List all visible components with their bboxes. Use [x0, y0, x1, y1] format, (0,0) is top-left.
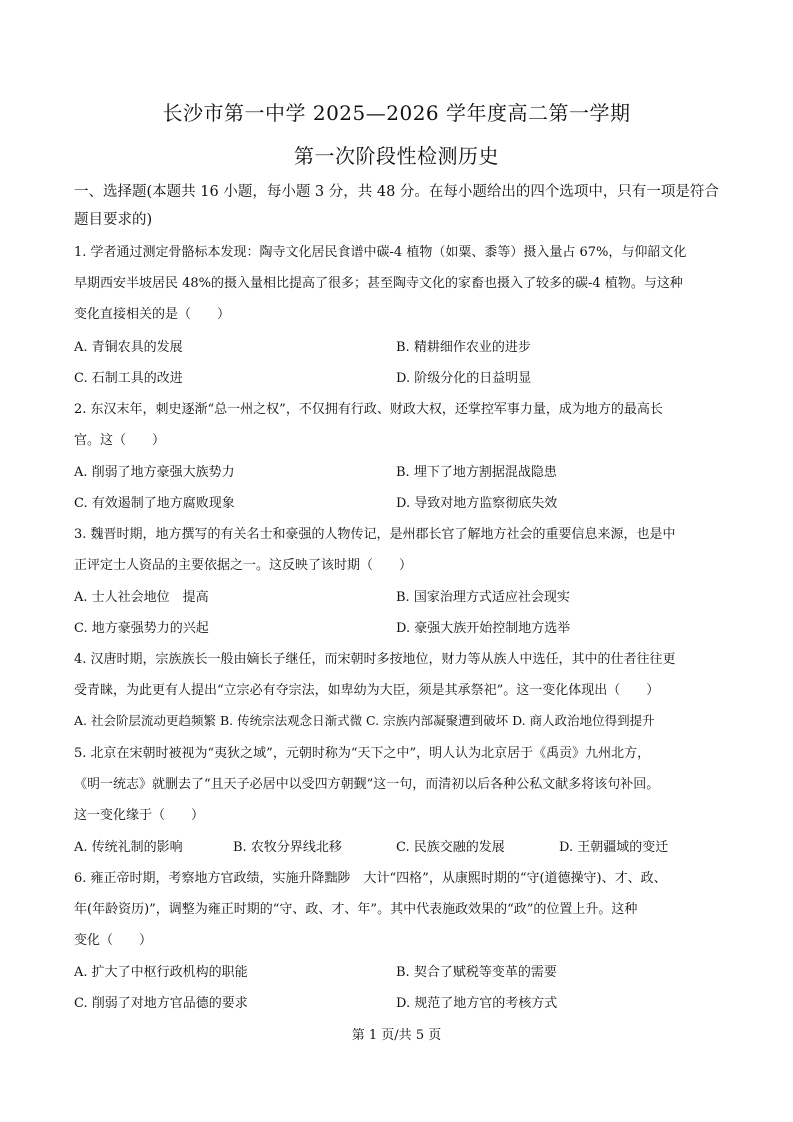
question-1-line-2: 早期西安半坡居民 48%的摄入量相比提高了很多；甚至陶寺文化的家畜也摄入了较多的碳-4 植物。与这种: [74, 276, 683, 291]
question-3-option-a: A. 士人社会地位 提高: [74, 590, 209, 605]
question-2-line-1: 2. 东汉末年，刺史逐渐“总一州之权”，不仅拥有行政、财政大权，还掌控军事力量，成为地方的最高长: [74, 402, 663, 417]
page-number: 第 1 页/共 5 页: [351, 1028, 442, 1043]
question-5-line-1: 5. 北京在宋朝时被视为“夷狄之域”，元朝时称为“天下之中”，明人认为北京居于《禹贡》九州北方，: [74, 746, 651, 761]
question-4-line-1: 4. 汉唐时期，宗族族长一般由嫡长子继任，而宋朝时多按地位，财力等从族人中选任，其中的仕者往往更: [74, 652, 676, 667]
question-5-line-3: 这一变化缘于（ ）: [74, 808, 205, 823]
question-1-option-a: A. 青铜农具的发展: [74, 340, 183, 355]
section-heading: 一、选择题(本题共 16 小题，每小题 3 分，共 48 分。在每小题给出的四个选项中，只有一项是符合题目要求的): [74, 184, 719, 228]
question-4-line-2: 受青睐，为此更有人提出“立宗必有夺宗法，如卑幼为大臣，须是其承祭祀”。这一变化体现出（ ）: [74, 683, 660, 698]
question-5-option-b: B. 农牧分界线北移: [233, 840, 342, 855]
question-5-option-c: C. 民族交融的发展: [396, 840, 505, 855]
question-5-option-a: A. 传统礼制的影响: [74, 840, 183, 855]
question-2-option-b: B. 埋下了地方割据混战隐患: [396, 465, 557, 480]
question-3-option-d: D. 豪强大族开始控制地方选举: [396, 621, 571, 636]
question-6-option-a: A. 扩大了中枢行政机构的职能: [74, 965, 248, 980]
question-2-line-2: 官。这（ ）: [74, 433, 166, 448]
question-1-line-1: 1. 学者通过测定骨骼标本发现：陶寺文化居民食谱中碳-4 植物（如粟、黍等）摄入量占 67%，与仰韶文化: [74, 245, 687, 260]
question-6-line-1: 6. 雍正帝时期，考察地方官政绩，实施升降黜陟 大计“四格”，从康熙时期的“守(道德操守)、才、政、: [74, 871, 667, 886]
question-5-line-2: 《明一统志》就删去了“且天子必居中以受四方朝觐”这一句，而清初以后各种公私文献多将该句补回。: [74, 777, 660, 792]
exam-subtitle: 第一次阶段性检测历史: [294, 144, 499, 168]
question-6-option-c: C. 削弱了对地方官品德的要求: [74, 996, 248, 1011]
question-4-options: A. 社会阶层流动更趋频繁 B. 传统宗法观念日渐式微 C. 宗族内部凝聚遭到破坏 D. 商人政治地位得到提升: [74, 713, 655, 728]
question-1-option-d: D. 阶级分化的日益明显: [396, 371, 532, 386]
question-2-option-d: D. 导致对地方监察彻底失效: [396, 496, 558, 511]
question-2-option-a: A. 削弱了地方豪强大族势力: [74, 465, 235, 480]
question-6-option-d: D. 规范了地方官的考核方式: [396, 996, 558, 1011]
question-5-option-d: D. 王朝疆域的变迁: [559, 840, 669, 855]
question-6-line-2: 年(年龄资历)”，调整为雍正时期的“守、政、才、年”。其中代表施政效果的“政”的位置上升。这种: [74, 902, 638, 917]
question-1-option-c: C. 石制工具的改进: [74, 371, 183, 386]
question-1-option-b: B. 精耕细作农业的进步: [396, 340, 531, 355]
question-6-option-b: B. 契合了赋税等变革的需要: [396, 965, 557, 980]
question-6-line-3: 变化（ ）: [74, 933, 153, 948]
question-3-line-1: 3. 魏晋时期，地方撰写的有关名士和豪强的人物传记，是州郡长官了解地方社会的重要信息来源，也是中: [74, 527, 676, 542]
question-2-option-c: C. 有效遏制了地方腐败现象: [74, 496, 235, 511]
exam-title: 长沙市第一中学 2025—2026 学年度高二第一学期: [162, 101, 631, 125]
question-1-line-3: 变化直接相关的是（ ）: [74, 307, 231, 322]
question-3-option-c: C. 地方豪强势力的兴起: [74, 621, 209, 636]
question-3-option-b: B. 国家治理方式适应社会现实: [396, 590, 570, 605]
question-3-line-2: 正评定士人资品的主要依据之一。这反映了该时期（ ）: [74, 558, 413, 573]
